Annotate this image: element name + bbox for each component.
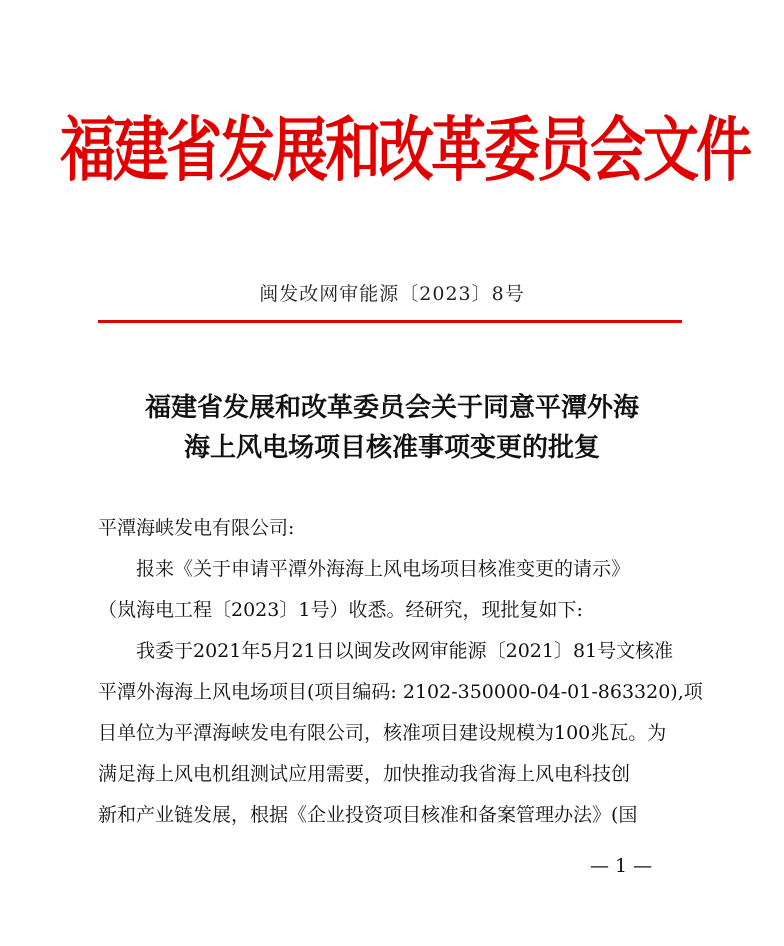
document-number: 闽发改网审能源〔2023〕8号 [259,283,525,305]
document-subject [60,388,724,468]
subject-line-1: 福建省发展和改革委员会关于同意平潭外海 [144,393,639,423]
page-number: — 1 — [590,855,653,877]
body-line: 平潭外海海上风电场项目(项目编码: 2102-350000-04-01-863320),项 [98,681,703,703]
body-line: 满足海上风电机组测试应用需要，加快推动我省海上风电科技创 [98,763,631,785]
body-line: 目单位为平潭海峡发电有限公司，核准项目建设规模为100兆瓦。为 [98,722,667,744]
document-body [98,508,703,836]
body-line: 报来《关于申请平潭外海海上风电场项目核准变更的请示》 [136,558,631,580]
body-line: 我委于2021年5月21日以闽发改网审能源〔2021〕81号文核准 [136,640,674,662]
body-line: （岚海电工程〔2023〕1号）收悉。经研究，现批复如下: [98,599,583,621]
addressee: 平潭海峡发电有限公司: [98,517,295,539]
subject-line-2: 海上风电场项目核准事项变更的批复 [183,433,600,463]
body-line: 新和产业链发展，根据《企业投资项目核准和备案管理办法》(国 [98,804,638,826]
document-header-title: 福建省发展和改革委员会文件 [60,108,749,192]
red-separator-rule [98,320,682,323]
